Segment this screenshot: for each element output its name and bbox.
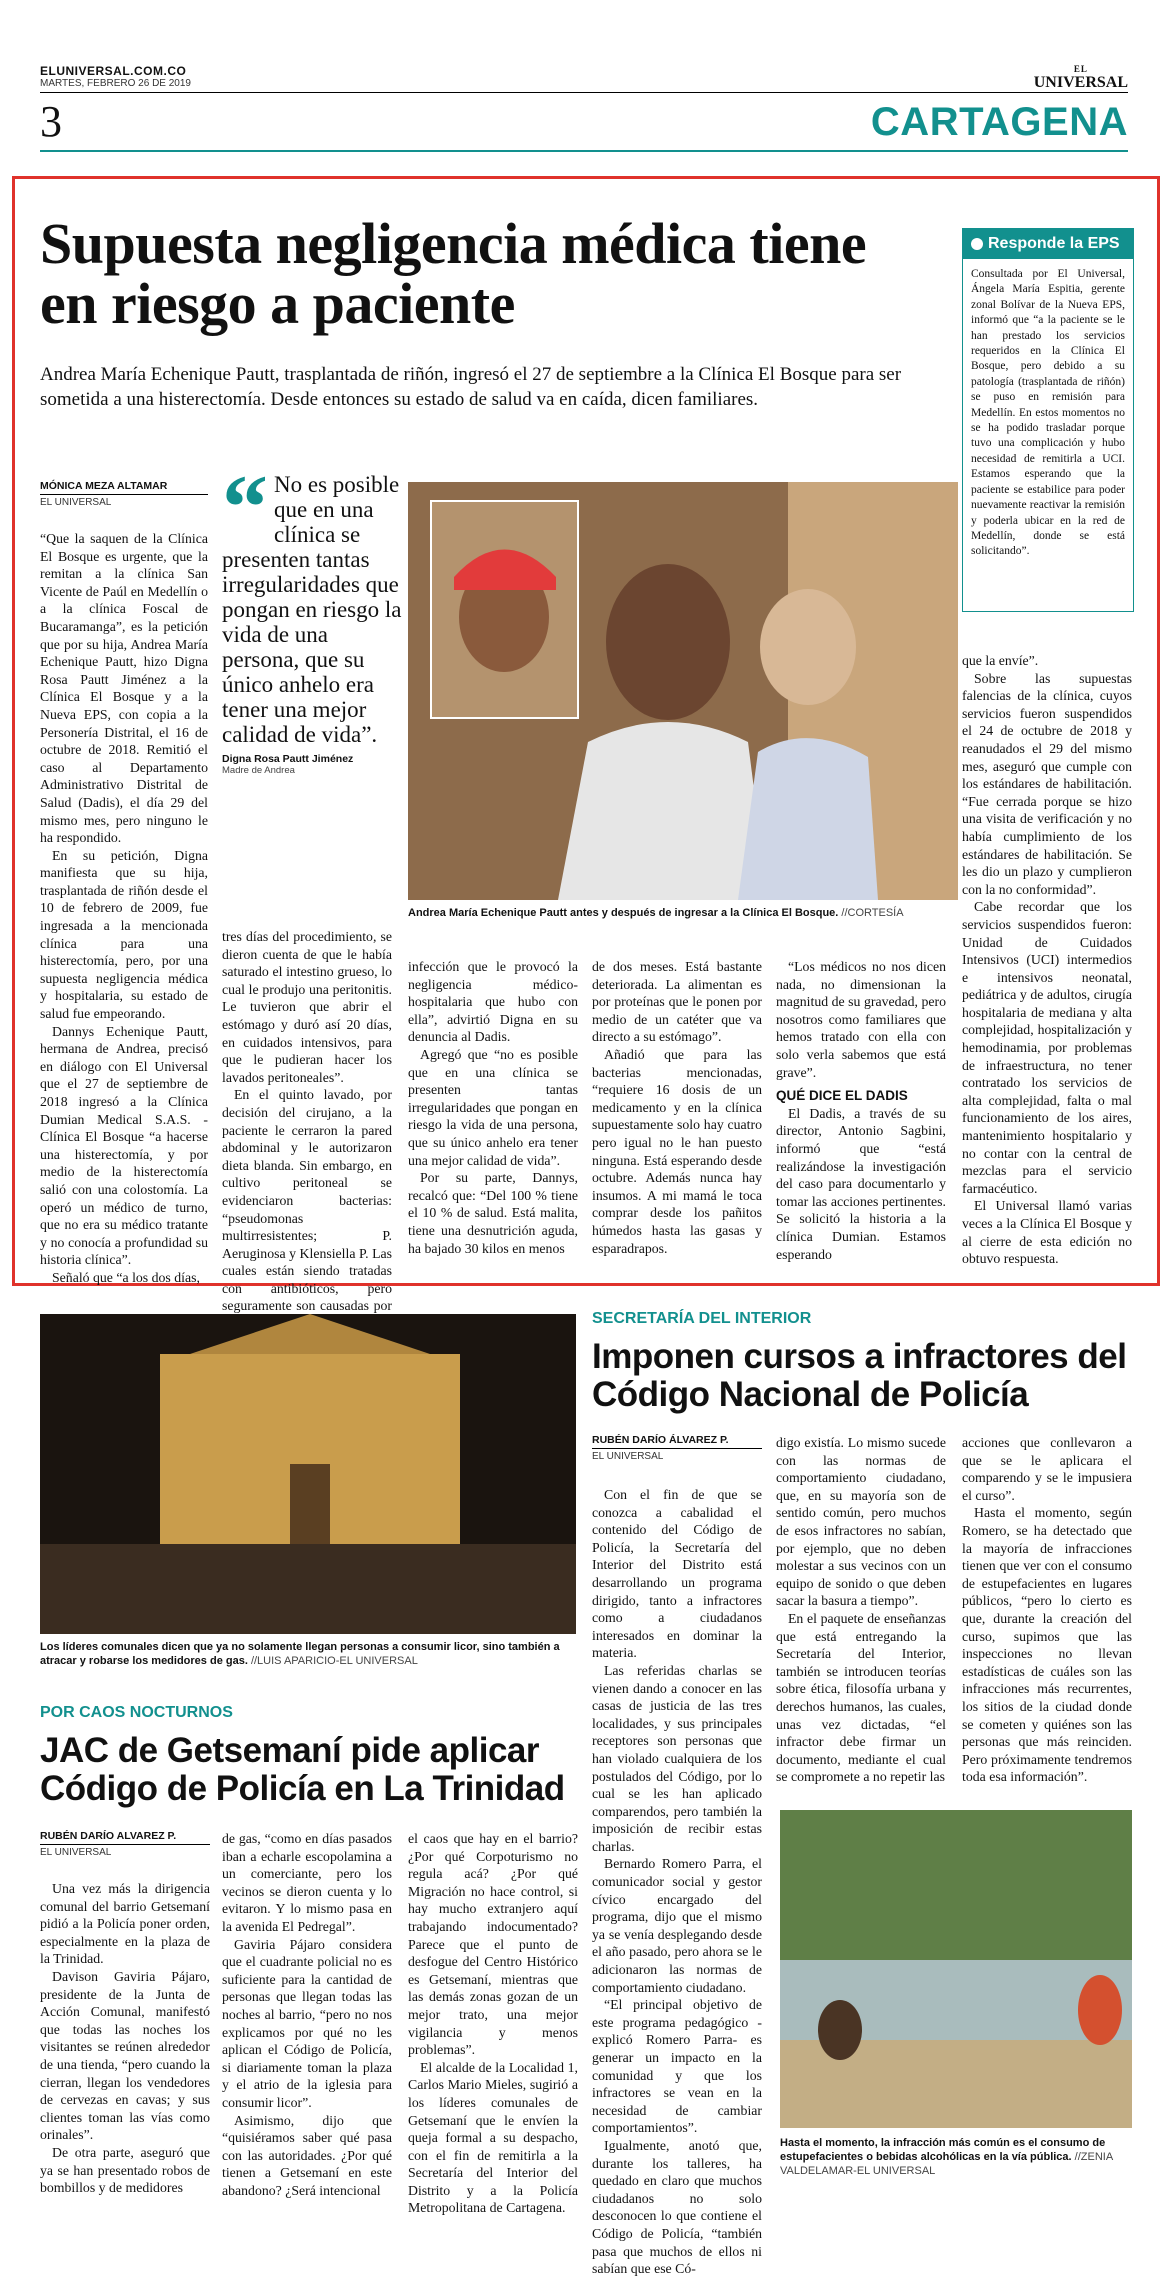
quote-mark-icon: “ (222, 456, 268, 558)
getsemani-photo (40, 1314, 576, 1634)
bullet-icon (971, 238, 983, 250)
main-byline-org: EL UNIVERSAL (40, 497, 112, 508)
cursos-kicker: SECRETARÍA DEL INTERIOR (592, 1310, 812, 1327)
eps-sidebox (962, 228, 1134, 612)
cursos-byline-block (592, 1434, 762, 1462)
main-col-5: “Los médicos no nos dicen nada, no dimensionan la magnitud de su gravedad, pero nosotros como familiares que hemos tratado con ella con solo verla sabemos que está grave”. QUÉ DICE EL DADIS El Dadis, a través de su director, Antonio Sagbini, informó que “está realizándose la investigación del caso para documentarlo y tomar las acciones pertinentes. Se solicitó la historia a la clínica Dumian. Estamos esperando (776, 959, 946, 1262)
cursos-byline: RUBÉN DARÍO ÁLVAREZ P. (592, 1434, 762, 1449)
pull-quote-role: Madre de Andrea (222, 765, 295, 776)
main-byline-block (40, 480, 208, 508)
main-col-6: que la envíe”. Sobre las supuestas falencias de la clínica, cuyos servicios fueron suspendidos el 24 de octubre de 2018 y reanudados el 29 del mismo mes, aseguró que cumple con los estándares de habilitación. “Fue cerrada porque se hizo una visita de verificación y no había cumplimiento de los estándares de habilitación. Se les dio un plazo y cumplieron con la no conformidad”. Cabe recordar que los servicios suspendidos fueron: Unidad de Cuidados Intensivos (UCI) intermedios e intensivos neonatal, pediátrica y de adultos, cirugía hospitalaria de mediana y alta complejidad, hospitalización y hemodinamia, por problemas de infraestructura, no tener contratado los servicios de alta complejidad, falta o mal funcionamiento de los aires, mantenimiento hospitalario y no contar con la central de mezclas para el servicio farmacéutico. El Universal llamó varias veces a la Clínica El Bosque y al cierre de esta edición no obtuvo respuesta. (962, 653, 1132, 1267)
jac-col-1: Una vez más la dirigencia comunal del barrio Getsemaní pidió a la Policía poner orden, especialmente en la plaza de la Trinidad. Davison Gaviria Pájaro, presidente de la Junta de Acción Comunal, manifestó que todas las noches los visitantes se reúnen alrededor de una tienda, “pero cuando la cierran, llegan los vendedores de cervezas en cavas; y sus clientes toman las vías como orinales”. De otra parte, aseguró que ya se han presentado robos de bombillos y de medidores (40, 1881, 210, 2196)
jac-col-3: el caos que hay en el barrio? ¿Por qué Corpoturismo no regula acá? ¿Por qué Migración no hace control, si hay mucho extranjero aquí trabajando indocumentado? Parece que el punto de desfogue del Centro Histórico es Getsemaní, mientras que las demás zonas gozan de un mejor trato, una mejor vigilancia y menos problemas”. El alcalde de la Localidad 1, Carlos Mario Mieles, sugirió a los líderes comunales de Getsemaní que le envíen la queja formal a su despacho, con el fin de remitirla a la Secretaría del Interior del Distrito y a la Policía Metropolitana de Cartagena. (408, 1831, 578, 2216)
river-photo-caption: Hasta el momento, la infracción más común es el consumo de estupefacientes o bebidas alcohólicas en la vía pública. //ZENIA VALDELAMAR-EL UNIVERSAL (780, 2137, 1113, 2177)
issue-date: MARTES, FEBRERO 26 DE 2019 (40, 78, 191, 89)
cursos-headline: Imponen cursos a infractores del Código Nacional de Policía (592, 1337, 1127, 1414)
cursos-col-1: Con el fin de que se conozca a cabalidad el contenido del Código de Policía, la Secretaría del Interior del Distrito está desarrollando un programa dirigido, tanto a infractores como a ciudadanos interesados en dominar la materia. Las referidas charlas se vienen dando a conocer en las casas de justicia de las tres localidades, y sus principales receptores son personas que han violado cualquiera de los postulados del Código, por lo cual se les han aplicado comparendos, pero también la imposición de recibir estas charlas. Bernardo Romero Parra, el comunicador social y gestor cívico encargado del programa, dijo que el mismo ya se venía desplegando desde el año pasado, pero ahora se le adicionaron las normas de comportamiento ciudadano. “El principal objetivo de este programa pedagógico -explicó Romero Parra- es generar un impacto en la comunidad y que los infractores se vean en la necesidad de cambiar comportamientos”. Igualmente, anotó que, durante los talleres, ha quedado en claro que muchos ciudadanos no solo desconocen lo que contiene el Código de Policía, “también pasa que muchos de ellos ni sabían que ese Có- (592, 1487, 762, 2277)
cursos-col-3: acciones que conllevaron a que se le aplicara el comparendo y se le impusiera el curso”. Hasta el momento, según Romero, se ha detectado que la mayoría de infracciones tienen que ver con el consumo de estupefacientes en lugares públicos, “pero lo cierto es que, durante la creación del curso, supimos que las inspecciones no llevan estadísticas de cuáles son las infracciones más recurrentes, los sitios de la ciudad donde se cometen y quiénes son las personas que más reinciden. Pero próximamente tendremos toda esa información”. (962, 1435, 1132, 1785)
cursos-byline-org: EL UNIVERSAL (592, 1451, 664, 1462)
section-title: CARTAGENA (870, 100, 1128, 144)
jac-headline: JAC de Getsemaní pide aplicar Código de Policía en La Trinidad (40, 1731, 565, 1808)
jac-col-2: de gas, “como en días pasados iban a echarle escopolamina a un comerciante, pero los vecinos se dieron cuenta y lo evitaron. Y lo mismo pasa en la avenida El Pedregal”. Gaviria Pájaro considera que el cuadrante policial no es suficiente para la cantidad de personas que llegan todas las noches al barrio, “pero no nos explicamos por qué no les aplican el Código de Policía, si diariamente toman la plaza y el atrio de la iglesia para consumir licor”. Asimismo, dijo que “quisiéramos saber qué pasa con las autoridades. ¿Por qué tienen a Getsemaní en este abandono? ¿Será intencional (222, 1831, 392, 2198)
main-headline: Supuesta negligencia médica tiene en riesgo a paciente (40, 211, 867, 336)
jac-kicker: POR CAOS NOCTURNOS (40, 1704, 233, 1721)
main-col-2: tres días del procedimiento, se dieron cuenta de que le había saturado el intestino grueso, lo cual le produjo una peritonitis. Le tuvieron que abrir el estómago y duró así 20 días, en cuidados intensivos, para que le pudieran hacer los lavados peritoneales”. En el quinto lavado, por decisión del cirujano, a la paciente le cerraron la pared abdominal y le autorizaron dieta blanda. Sin embargo, en cultivo peritoneal se evidenciaron bacterias: “pseudomonas multirresistentes; P. Aeruginosa y Klensiella P. Las cuales están siendo tratadas con antibióticos, pero seguramente son causadas por (222, 929, 392, 1314)
patient-before-photo (430, 500, 579, 719)
main-byline: MÓNICA MEZA ALTAMAR (40, 480, 208, 495)
main-col-4: de dos meses. Está bastante deteriorada. La alimentan es por proteínas que le ponen por medio de un catéter que va directo a su estómago”. Añadió que para las bacterias mencionadas, “requiere 16 dosis de un medicamento y en la clínica supuestamente solo hay cuatro pero igual no le han puesto ninguna. Está esperando desde octubre. Además nunca hay insumos. A mi mamá le toca comprar desde los pañitos húmedos hasta las gasas y esparadrapos. (592, 959, 762, 1256)
dadis-subhead: QUÉ DICE EL DADIS (776, 1088, 908, 1104)
river-photo (780, 1810, 1132, 2128)
pull-quote (222, 456, 408, 776)
section-rule (40, 150, 1128, 152)
jac-byline-org: EL UNIVERSAL (40, 1847, 112, 1858)
jac-byline: RUBÉN DARÍO ALVAREZ P. (40, 1830, 210, 1845)
main-col-1: “Que la saquen de la Clínica El Bosque es urgente, que la remitan a la clínica San Vicente de Paúl en Medellín o a la clínica Foscal de Bucaramanga”, es la petición que por su hija, Andrea María Echenique Pautt, hizo Digna Rosa Pautt Jiménez a la Clínica El Bosque y a la Nueva EPS, con copia a la Personería Distrital, el 16 de octubre de 2018. Remitió el caso al Departamento Administrativo Distrital de Salud (Dadis), el día 29 del mismo mes, pero ninguno le ha respondido. En su petición, Digna manifiesta que su hija, trasplantada de riñón desde el 10 de febrero de 2009, fue ingresada a la mencionada clínica para una histerectomía, pero, por una supuesta negligencia médica y hospitalaria, su estado de salud fue empeorando. Dannys Echenique Pautt, hermana de Andrea, precisó en diálogo con El Universal que el 27 de septiembre de 2018 ingresó a la Clínica Dumian Medical S.A.S. - Clínica El Bosque “a hacerse una histerectomía, y por medio de la histerectomía salió con una colostomía. La operó un médico de turno, que no era su médico tratante y no conocía a profundidad su historia clínica”. Señaló que “a los dos días, (40, 531, 208, 1285)
masthead-rule (40, 92, 1128, 93)
pull-quote-text: No es posible que en una clínica se presenten tantas irregularidades que pongan en riesgo la vida de una persona, que su único anhelo era tener una mejor calidad de vida”. (222, 472, 402, 747)
pull-quote-author: Digna Rosa Pautt Jiménez (222, 753, 354, 765)
brand-logo: EL UNIVERSAL (1033, 64, 1128, 91)
main-col-3: infección que le provocó la negligencia médico-hospitalaria que hubo con ella”, advirtió Digna en su denuncia al Dadis. Agregó que “no es posible que en una clínica se presenten tantas irregularidades que pongan en riesgo la vida de una persona, que su único anhelo era tener una mejor calidad de vida”. Por su parte, Dannys, recalcó que: “Del 100 % tiene el 10 % de salud. Está malita, tiene una desnutrición aguda, ha bajado 30 kilos en menos (408, 959, 578, 1256)
main-photo-caption: Andrea María Echenique Pautt antes y después de ingresar a la Clínica El Bosque. //CORTESÍA (408, 907, 904, 919)
page-number: 3 (40, 97, 62, 146)
sidebox-text: Consultada por El Universal, Ángela María Espitia, gerente zonal Bolívar de la Nueva EPS, informó que “a la paciente se le han prestado los servicios requeridos en la Clínica El Bosque, pero debido a su patología (trasplantada de riñón) se puso en remisión para Medellín. En estos momentos no se ha podido trasladar porque tuvo una complicación y hubo necesidad de remitirla a UCI. Estamos esperando que la paciente se estabilice para poder nuevamente reactivar la remisión y poderla ubicar en la red de Medellín, donde se está solicitando”. (971, 268, 1125, 558)
getsemani-photo-caption: Los líderes comunales dicen que ya no solamente llegan personas a consumir licor, sino también a atracar y robarse los medidores de gas. //LUIS APARICIO-EL UNIVERSAL (40, 1641, 560, 1667)
main-dek: Andrea María Echenique Pautt, trasplantada de riñón, ingresó el 27 de septiembre a la Clínica El Bosque para ser sometida a una histerectomía. Desde entonces su estado de salud va en caída, dicen familiares. (40, 364, 902, 410)
jac-byline-block (40, 1830, 210, 1858)
sidebox-title: Responde la EPS (963, 229, 1133, 259)
cursos-col-2: digo existía. Lo mismo sucede con las normas de comportamiento ciudadano, que, en su mayoría son de sentido común, pero muchos de esos infractores no sabían, por ejemplo, que no deben molestar a sus vecinos con un equipo de sonido o que deben sacar la basura a tiempo”. En el paquete de enseñanzas que está entregando la Secretaría del Interior, también se introducen teorías sobre ética, filosofía urbana y derechos humanos, las cuales, unas vez dictadas, “el infractor debe firmar un documento, mediante el cual se compromete a no repetir las (776, 1435, 946, 1785)
site-url: ELUNIVERSAL.COM.CO (40, 64, 187, 78)
